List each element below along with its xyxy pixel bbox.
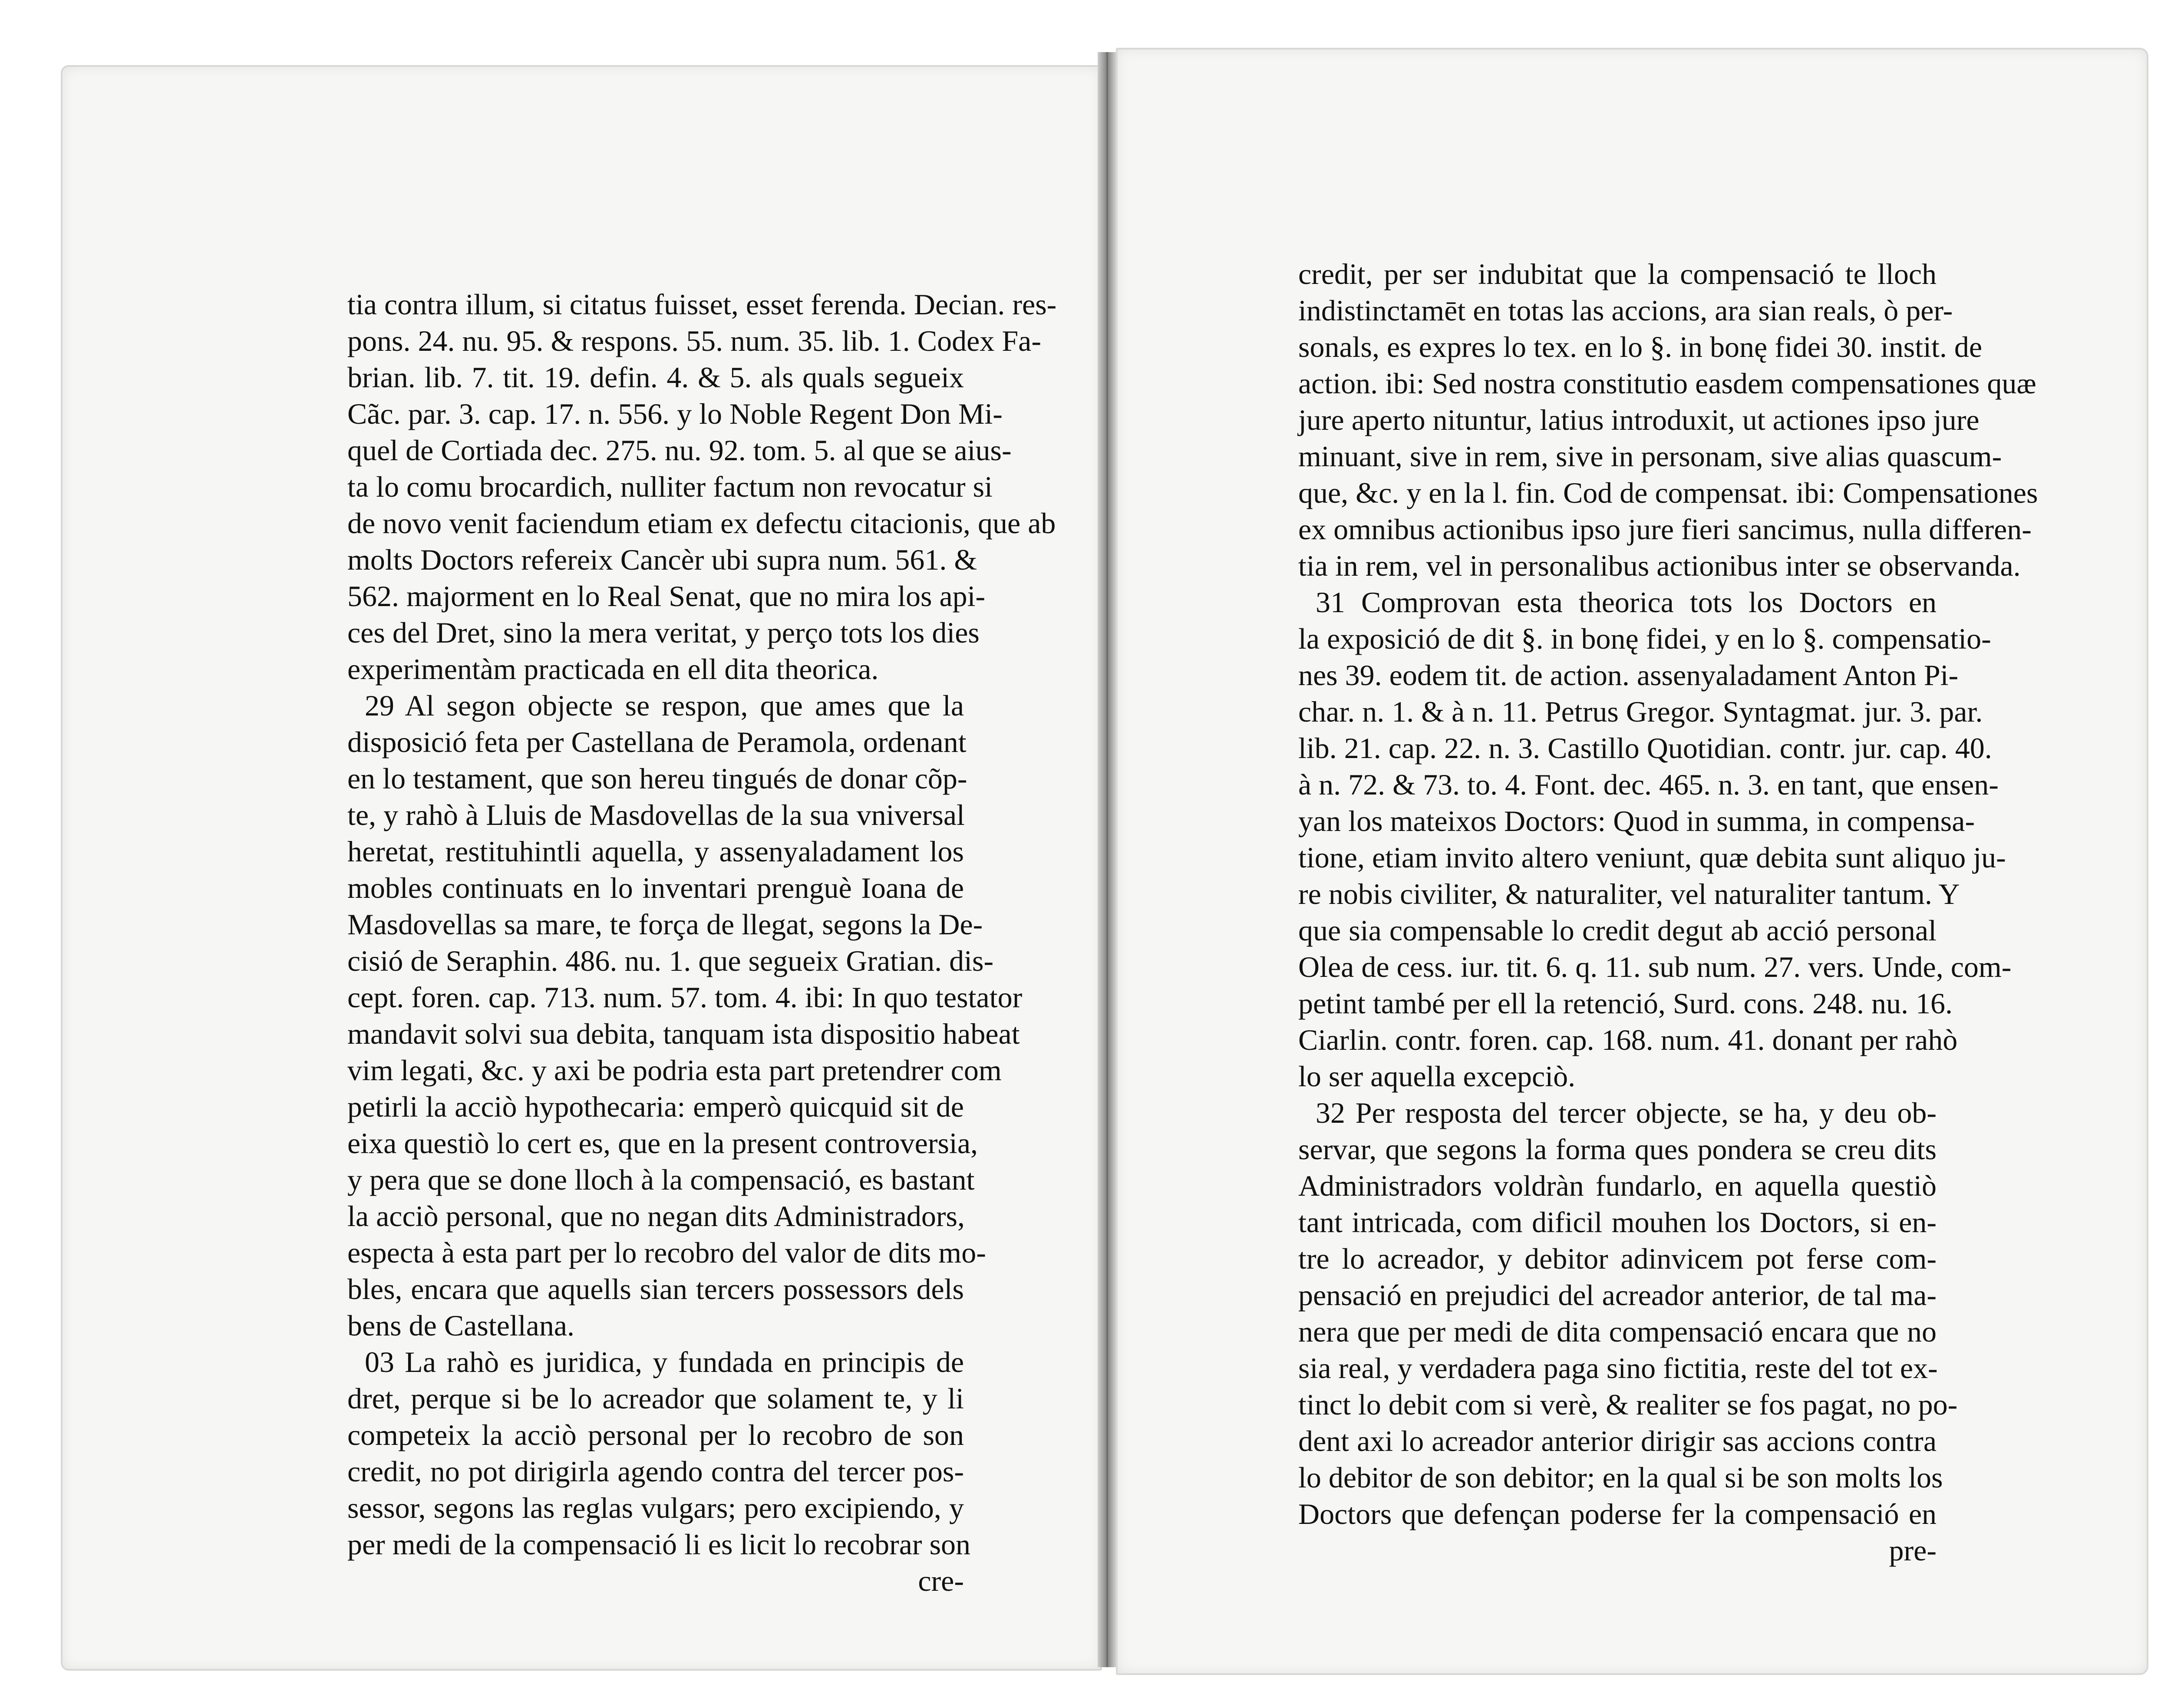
text-line: dret, perque si be lo acreador que solament te, y li: [347, 1382, 964, 1415]
text-line: indistinctamēt en totas las accions, ara sian reals, ò per-: [1298, 294, 1953, 327]
text-line: sonals, es expres lo tex. en lo §. in bonę fidei 30. instit. de: [1298, 330, 1983, 363]
text-line: tione, etiam invito altero veniunt, quæ debita sunt aliquo ju-: [1298, 841, 2006, 874]
text-line: petirli la acciò hypothecaria: emperò quicquid sit de: [347, 1090, 964, 1123]
text-line: que, &c. y en la l. fin. Cod de compensat. ibi: Compensationes: [1298, 476, 2038, 509]
text-line: pre-: [1889, 1534, 1937, 1567]
text-line: heretat, restituhintli aquella, y assenyaladament los: [347, 835, 964, 868]
book-gutter: [1098, 52, 1117, 1667]
text-line: la acciò personal, que no negan dits Administradors,: [347, 1200, 965, 1233]
text-line: tre lo acreador, y debitor adinvicem pot ferse com-: [1298, 1242, 1937, 1275]
text-line: eixa questiò lo cert es, que en la present controversia,: [347, 1127, 978, 1160]
text-line: 29 Al segon objecte se respon, que ames que la: [365, 689, 964, 722]
text-line: experimentàm practicada en ell dita theorica.: [347, 653, 879, 686]
text-line: lo debitor de son debitor; en la qual si be son molts los: [1298, 1461, 1943, 1494]
text-line: Olea de cess. iur. tit. 6. q. 11. sub num. 27. vers. Unde, com-: [1298, 950, 2012, 983]
text-line: servar, que segons la forma ques pondera se creu dits: [1298, 1133, 1937, 1166]
text-line: la exposició de dit §. in bonę fidei, y en lo §. compensatio-: [1298, 622, 1991, 655]
text-line: tinct lo debit com si verè, & realiter se fos pagat, no po-: [1298, 1388, 1958, 1421]
text-line: action. ibi: Sed nostra constitutio easdem compensationes quæ: [1298, 367, 2036, 400]
text-line: molts Doctors refereix Cancèr ubi supra num. 561. &: [347, 543, 977, 576]
text-line: cept. foren. cap. 713. num. 57. tom. 4. ibi: In quo testator: [347, 981, 1023, 1014]
text-line: en lo testament, que son hereu tingués de donar cõp-: [347, 762, 967, 795]
text-line: ex omnibus actionibus ipso jure fieri sancimus, nulla differen-: [1298, 513, 2032, 546]
text-line: credit, no pot dirigirla agendo contra del tercer pos-: [347, 1455, 964, 1488]
text-line: lo ser aquella excepciò.: [1298, 1060, 1576, 1093]
text-line: petint també per ell la retenció, Surd. cons. 248. nu. 16.: [1298, 987, 1953, 1020]
text-line: Cãc. par. 3. cap. 17. n. 556. y lo Noble Regent Don Mi-: [347, 397, 1003, 430]
right-page-text: [1298, 256, 2038, 1569]
text-line: de novo venit faciendum etiam ex defectu citacionis, que ab: [347, 507, 1056, 540]
text-line: y pera que se done lloch à la compensació, es bastant: [347, 1163, 975, 1196]
text-line: especta à esta part per lo recobro del valor de dits mo-: [347, 1236, 986, 1269]
text-line: ta lo comu brocardich, nulliter factum non revocatur si: [347, 470, 993, 503]
text-line: tia in rem, vel in personalibus actionibus inter se observanda.: [1298, 549, 2021, 582]
left-page-text: [347, 287, 1057, 1599]
text-line: re nobis civiliter, & naturaliter, vel naturaliter tantum. Y: [1298, 877, 1960, 910]
text-line: quel de Cortiada dec. 275. nu. 92. tom. 5. al que se aius-: [347, 434, 1012, 467]
text-line: yan los mateixos Doctors: Quod in summa, in compensa-: [1298, 805, 1975, 838]
text-line: sessor, segons las reglas vulgars; pero excipiendo, y: [347, 1491, 964, 1524]
text-line: ces del Dret, sino la mera veritat, y perço tots los dies: [347, 616, 980, 649]
text-line: mandavit solvi sua debita, tanquam ista dispositio habeat: [347, 1017, 1020, 1050]
text-line: tant intricada, com dificil mouhen los Doctors, si en-: [1298, 1206, 1937, 1239]
text-line: 31 Comprovan esta theorica tots los Doctors en: [1316, 586, 1937, 619]
text-line: minuant, sive in rem, sive in personam, sive alias quascum-: [1298, 440, 2002, 473]
text-line: vim legati, &c. y axi be podria esta part pretendrer com: [347, 1054, 1002, 1087]
text-line: Administradors voldràn fundarlo, en aquella questiò: [1298, 1169, 1937, 1202]
text-line: lib. 21. cap. 22. n. 3. Castillo Quotidian. contr. jur. cap. 40.: [1298, 732, 1992, 765]
text-line: pensació en prejudici del acreador anterior, de tal ma-: [1298, 1279, 1937, 1312]
text-line: bens de Castellana.: [347, 1309, 575, 1342]
text-line: dent axi lo acreador anterior dirigir sas accions contra: [1298, 1424, 1937, 1457]
text-line: per medi de la compensació li es licit lo recobrar son: [347, 1528, 971, 1561]
text-line: 562. majorment en lo Real Senat, que no mira los api-: [347, 580, 986, 613]
text-line: brian. lib. 7. tit. 19. defin. 4. & 5. als quals segueix: [347, 361, 964, 394]
text-line: nes 39. eodem tit. de action. assenyaladament Anton Pi-: [1298, 659, 1959, 692]
text-line: sia real, y verdadera paga sino fictitia, reste del tot ex-: [1298, 1352, 1938, 1385]
text-line: que sia compensable lo credit degut ab acció personal: [1298, 914, 1937, 947]
text-line: nera que per medi de dita compensació encara que no: [1298, 1315, 1937, 1348]
text-line: competeix la acciò personal per lo recobro de son: [347, 1418, 964, 1451]
text-line: jure aperto nituntur, latius introduxit, ut actiones ipso jure: [1298, 403, 1980, 436]
text-line: mobles continuats en lo inventari prenguè Ioana de: [347, 871, 964, 904]
text-line: bles, encara que aquells sian tercers possessors dels: [347, 1273, 964, 1306]
text-line: 32 Per resposta del tercer objecte, se ha, y deu ob-: [1316, 1096, 1937, 1129]
text-line: credit, per ser indubitat que la compensació te lloch: [1298, 257, 1937, 290]
text-line: cisió de Seraphin. 486. nu. 1. que segueix Gratian. dis-: [347, 944, 994, 977]
text-line: 03 La rahò es juridica, y fundada en principis de: [365, 1345, 964, 1378]
text-line: Ciarlin. contr. foren. cap. 168. num. 41. donant per rahò: [1298, 1023, 1958, 1056]
text-line: cre-: [918, 1564, 964, 1597]
text-line: char. n. 1. & à n. 11. Petrus Gregor. Syntagmat. jur. 3. par.: [1298, 695, 1983, 728]
text-line: à n. 72. & 73. to. 4. Font. dec. 465. n. 3. en tant, que ensen-: [1298, 768, 1999, 801]
text-line: disposició feta per Castellana de Peramola, ordenant: [347, 725, 967, 758]
text-line: Masdovellas sa mare, te força de llegat, segons la De-: [347, 908, 983, 941]
text-line: pons. 24. nu. 95. & respons. 55. num. 35. lib. 1. Codex Fa-: [347, 324, 1041, 357]
text-line: te, y rahò à Lluis de Masdovellas de la sua vniversal: [347, 798, 965, 831]
text-line: tia contra illum, si citatus fuisset, esset ferenda. Decian. res-: [347, 288, 1057, 321]
text-line: Doctors que defençan poderse fer la compensació en: [1298, 1497, 1937, 1530]
